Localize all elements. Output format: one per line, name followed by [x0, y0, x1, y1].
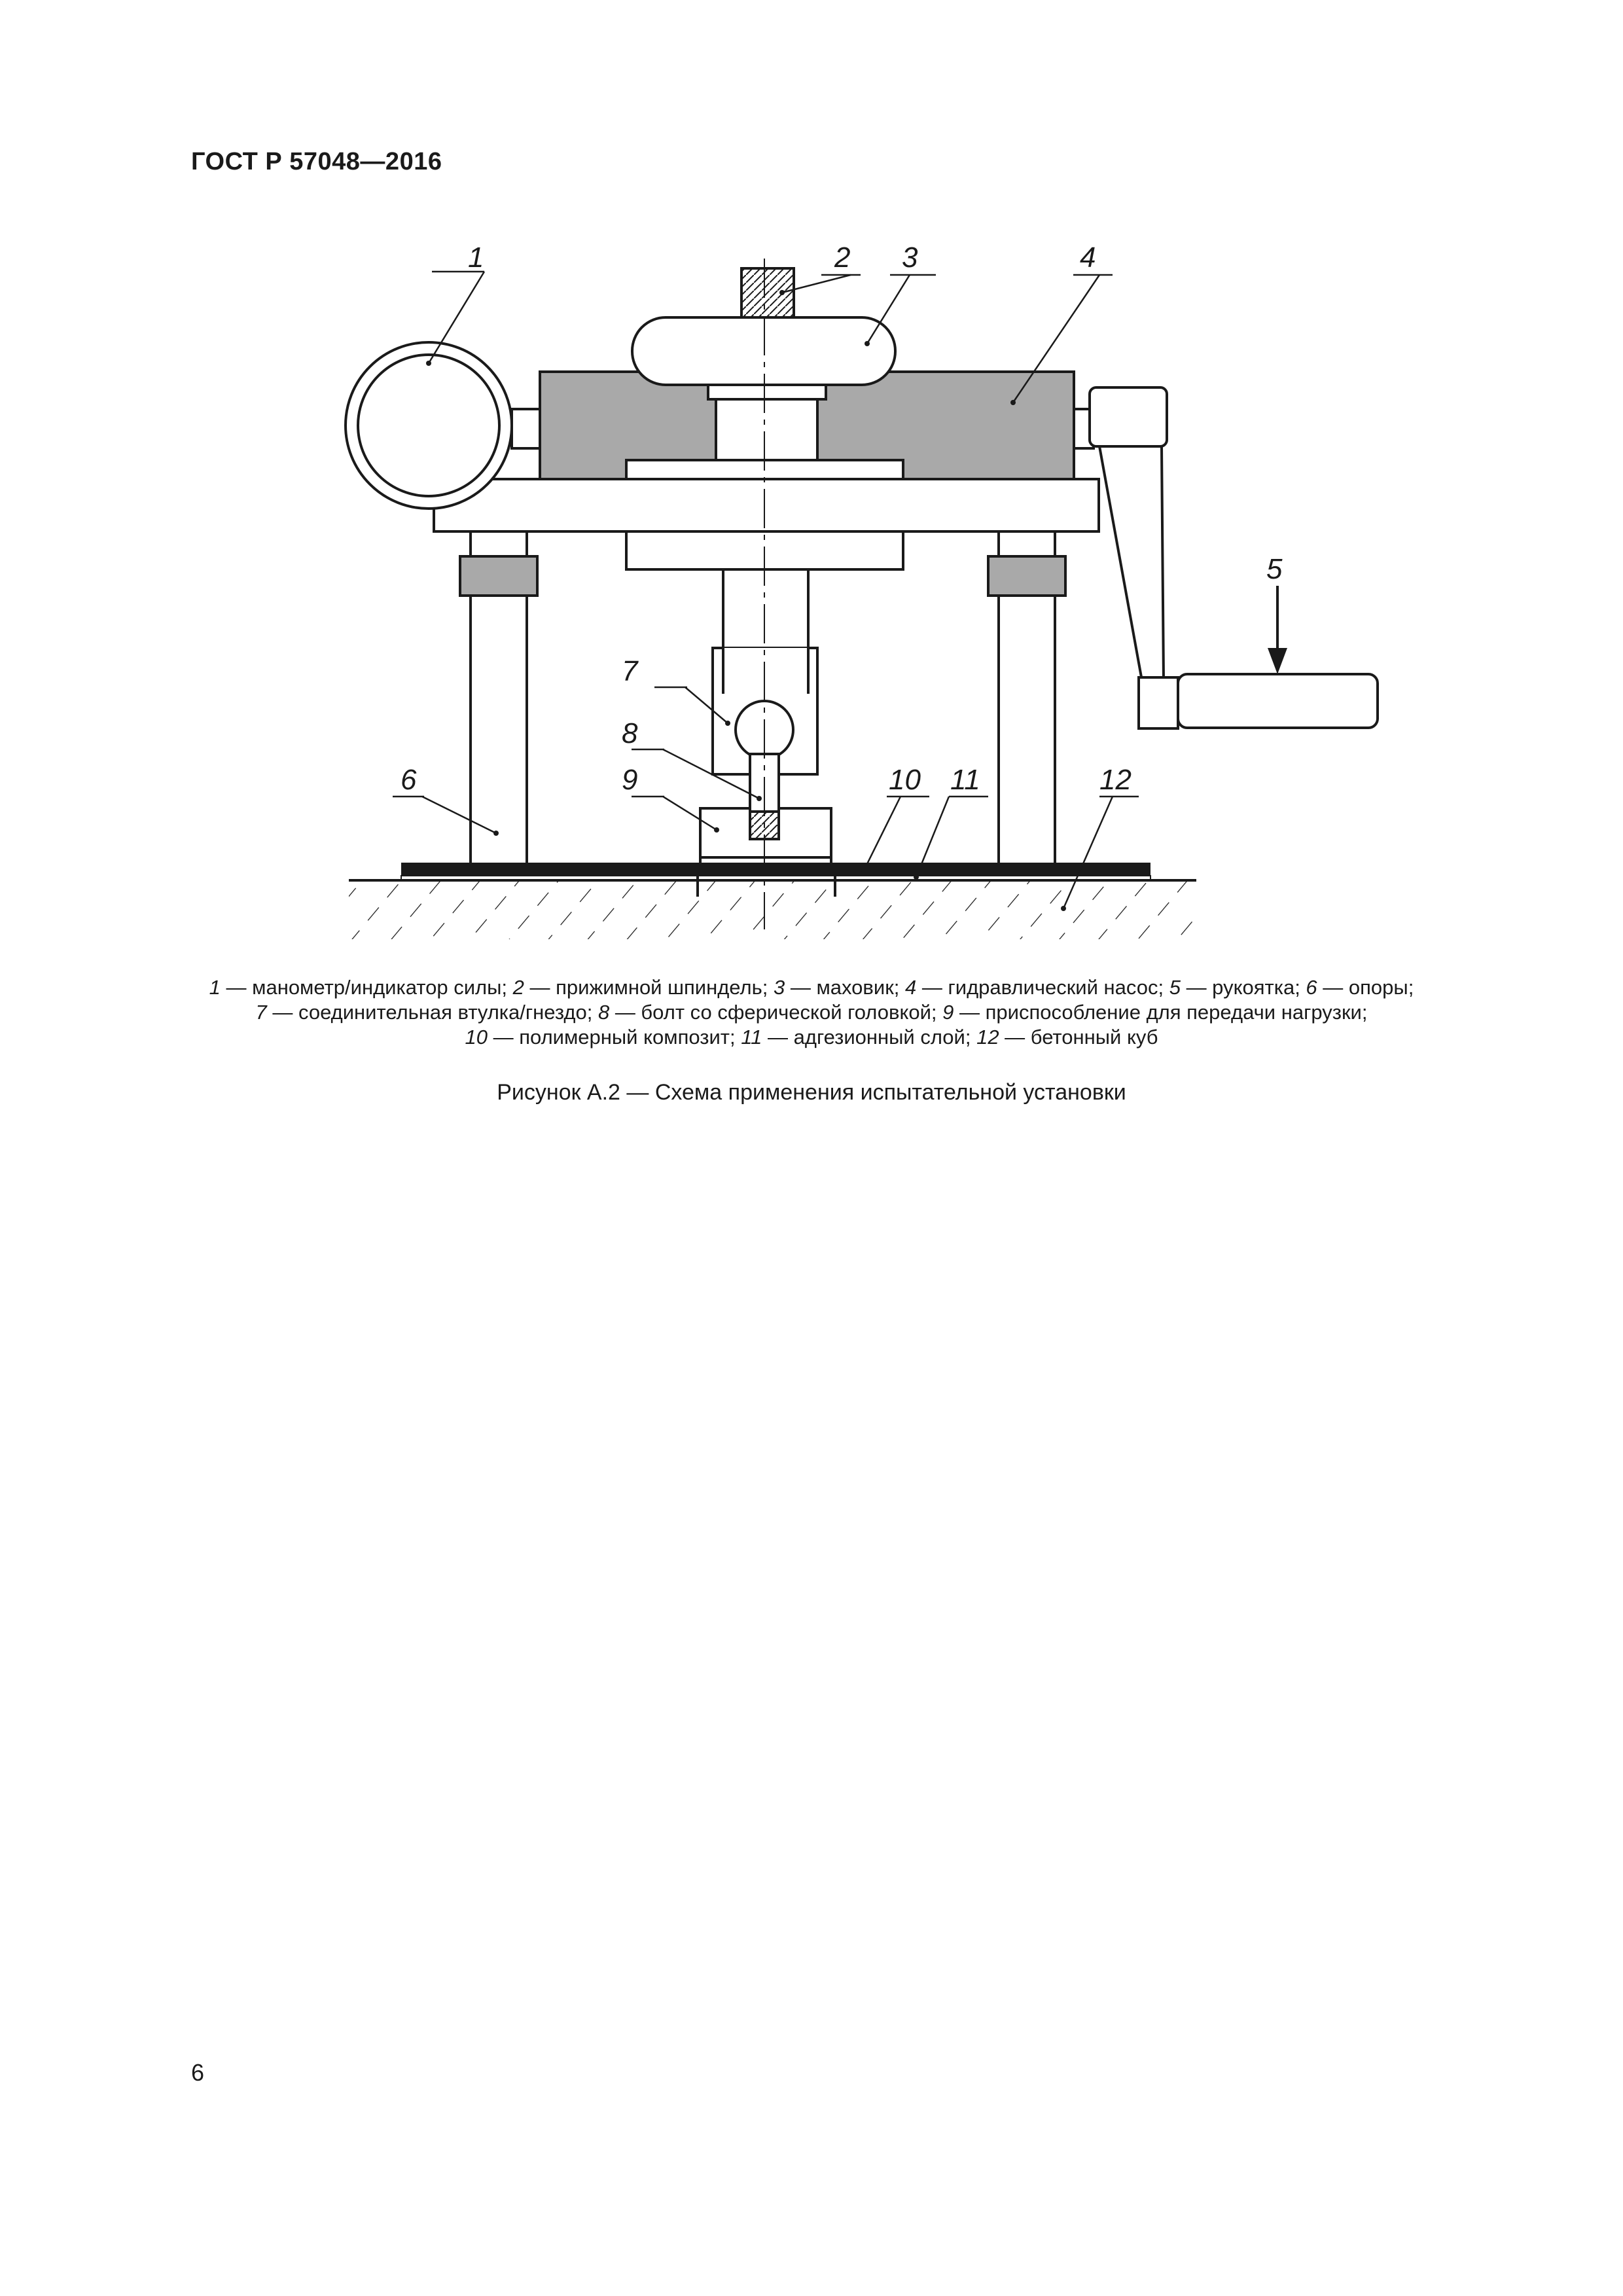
- legend-num: 10: [465, 1026, 488, 1049]
- legend-num: 6: [1306, 976, 1317, 999]
- figure-caption: Рисунок А.2 — Схема применения испытательной установки: [497, 1080, 1126, 1105]
- callout-12: 12: [1099, 764, 1132, 796]
- figure-legend: [118, 975, 1505, 1050]
- callout-1: 1: [468, 242, 484, 274]
- legend-text: — приспособление для передачи нагрузки;: [954, 1001, 1368, 1024]
- support-left-leg: [471, 556, 527, 870]
- legend-text: — опоры;: [1317, 976, 1414, 999]
- legend-text: — маховик;: [785, 976, 905, 999]
- legend-text: — рукоятка;: [1180, 976, 1306, 999]
- handwheel-hub: [708, 385, 826, 399]
- callout-4: 4: [1080, 242, 1096, 274]
- legend-text: — болт со сферической головкой;: [609, 1001, 943, 1024]
- legend-line-3: [118, 1025, 1505, 1050]
- base-plate: [401, 863, 1150, 870]
- handle-arm: [1099, 446, 1164, 681]
- legend-line-2: [118, 1000, 1505, 1025]
- page-number: 6: [191, 2059, 205, 2086]
- legend-text: — манометр/индикатор силы;: [220, 976, 513, 999]
- callout-11: 11: [950, 764, 980, 796]
- legend-text: — адгезионный слой;: [762, 1026, 977, 1049]
- legend-line-1: [118, 975, 1505, 1000]
- legend-num: 3: [773, 976, 785, 999]
- support-right-leg: [999, 556, 1055, 870]
- document-header: ГОСТ Р 57048—2016: [191, 148, 442, 175]
- legend-num: 1: [209, 976, 221, 999]
- callout-6: 6: [401, 764, 417, 796]
- coupling-rod: [723, 648, 808, 694]
- legend-num: 5: [1169, 976, 1181, 999]
- cross-plate: [434, 479, 1099, 531]
- callout-2: 2: [834, 242, 851, 274]
- callout-3: 3: [902, 242, 918, 274]
- piston-upper: [716, 399, 817, 460]
- pump-left-port: [512, 409, 540, 448]
- test-setup-diagram: [0, 0, 1623, 969]
- support-left-top: [471, 531, 527, 556]
- handle-joint: [1139, 677, 1178, 728]
- legend-text: — соединительная втулка/гнездо;: [266, 1001, 598, 1024]
- handle-arrow-head: [1268, 648, 1287, 674]
- callout-5: 5: [1266, 553, 1283, 585]
- legend-num: 4: [904, 976, 917, 999]
- force-gauge-inner: [358, 355, 499, 496]
- support-left-clamp: [460, 556, 537, 596]
- support-right-top: [999, 531, 1055, 556]
- clamping-spindle: [741, 268, 794, 317]
- legend-num: 11: [741, 1026, 762, 1049]
- legend-num: 8: [597, 1001, 610, 1024]
- legend-text: — гидравлический насос;: [916, 976, 1169, 999]
- callout-9: 9: [622, 764, 638, 796]
- legend-text: — полимерный композит;: [488, 1026, 741, 1049]
- callout-10: 10: [889, 764, 921, 796]
- legend-num: 9: [942, 1001, 954, 1024]
- handle-bracket: [1090, 387, 1167, 446]
- legend-text: — бетонный куб: [999, 1026, 1158, 1049]
- support-right-clamp: [988, 556, 1065, 596]
- handle-grip: [1178, 674, 1378, 728]
- legend-num: 12: [976, 1026, 999, 1049]
- concrete-cube: [349, 880, 1196, 939]
- callout-8: 8: [622, 717, 638, 749]
- legend-num: 2: [512, 976, 524, 999]
- legend-num: 7: [255, 1001, 267, 1024]
- legend-text: — прижимной шпиндель;: [524, 976, 774, 999]
- callout-7: 7: [622, 655, 638, 687]
